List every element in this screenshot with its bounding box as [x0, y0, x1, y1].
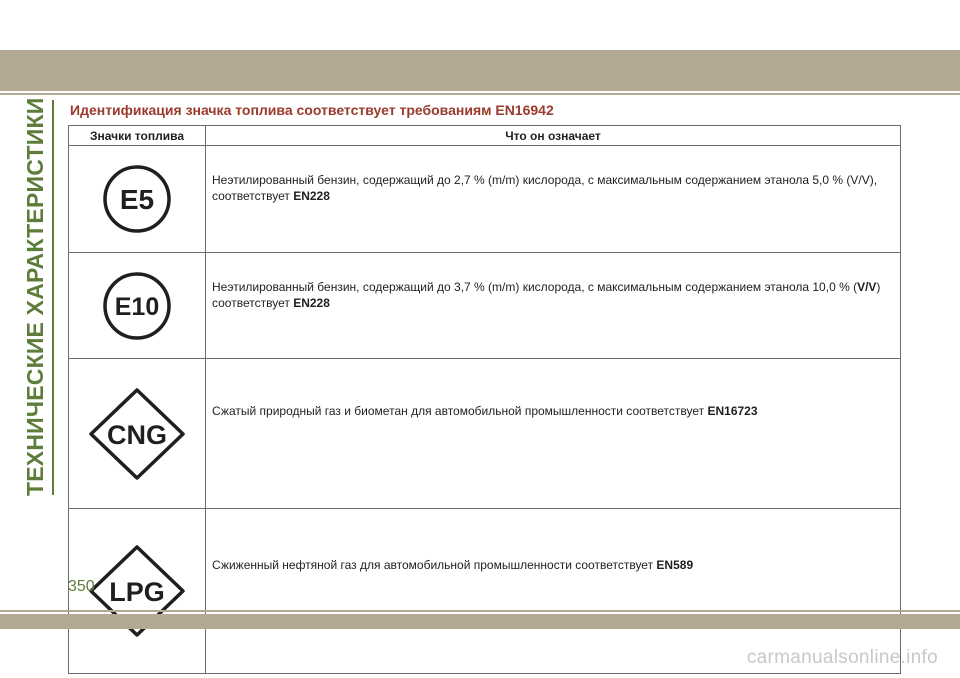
footer-band: [0, 614, 960, 629]
section-side-title: ТЕХНИЧЕСКИЕ ХАРАКТЕРИСТИКИ: [22, 97, 48, 496]
description-text-end: ) соответствует: [212, 280, 881, 310]
table-row: [69, 146, 901, 253]
header-band: [0, 50, 960, 91]
fuel-badge-cell: [69, 359, 206, 509]
fuel-badge-cell: [69, 146, 206, 253]
table-row: [69, 359, 901, 509]
description-text: Неэтилированный бензин, содержащий до 2,7 % (m/m) кислорода, с максимальным содержанием этанола 5,0 % (V/V), соответствует: [212, 173, 878, 203]
standard-ref: EN228: [293, 189, 330, 203]
fuel-badge-cell: [69, 253, 206, 359]
header-meaning: Что он означает: [206, 126, 901, 146]
table-header-row: [69, 126, 901, 146]
lpg-badge-label: LPG: [109, 577, 165, 607]
table-row: [69, 253, 901, 359]
e5-circle-icon: [102, 164, 172, 234]
standard-ref: EN589: [656, 558, 694, 572]
description-text: Неэтилированный бензин, содержащий до 3,7 % (m/m) кислорода, с максимальным содержанием этанола 10,0 % (: [212, 280, 858, 294]
fuel-description: [206, 253, 901, 359]
description-text: Сжатый природный газ и биометан для автомобильной промышленности соответствует: [212, 404, 705, 418]
description-text: Сжиженный нефтяной газ для автомобильной промышленности соответствует: [212, 558, 654, 572]
cng-diamond-icon: [87, 386, 187, 482]
footer-rule: [0, 610, 960, 612]
header-fuel-icons: Значки топлива: [69, 126, 206, 146]
e5-badge-label: E5: [119, 184, 155, 215]
fuel-description: [206, 146, 901, 253]
fuel-identification-table: [68, 125, 901, 674]
e10-circle-icon: [102, 271, 172, 341]
side-title-underline: [52, 100, 54, 495]
unit-label: V/V: [857, 280, 877, 294]
e10-badge-label: E10: [114, 292, 160, 321]
page-number: 350: [68, 578, 95, 595]
standard-ref: EN228: [293, 296, 330, 310]
table-title: Идентификация значка топлива соответствует требованиям EN16942: [70, 102, 554, 118]
fuel-description: [206, 359, 901, 509]
standard-ref: EN16723: [707, 404, 758, 418]
cng-badge-label: CNG: [107, 419, 167, 450]
watermark-text: carmanualsonline.info: [746, 647, 938, 668]
header-rule: [0, 93, 960, 95]
